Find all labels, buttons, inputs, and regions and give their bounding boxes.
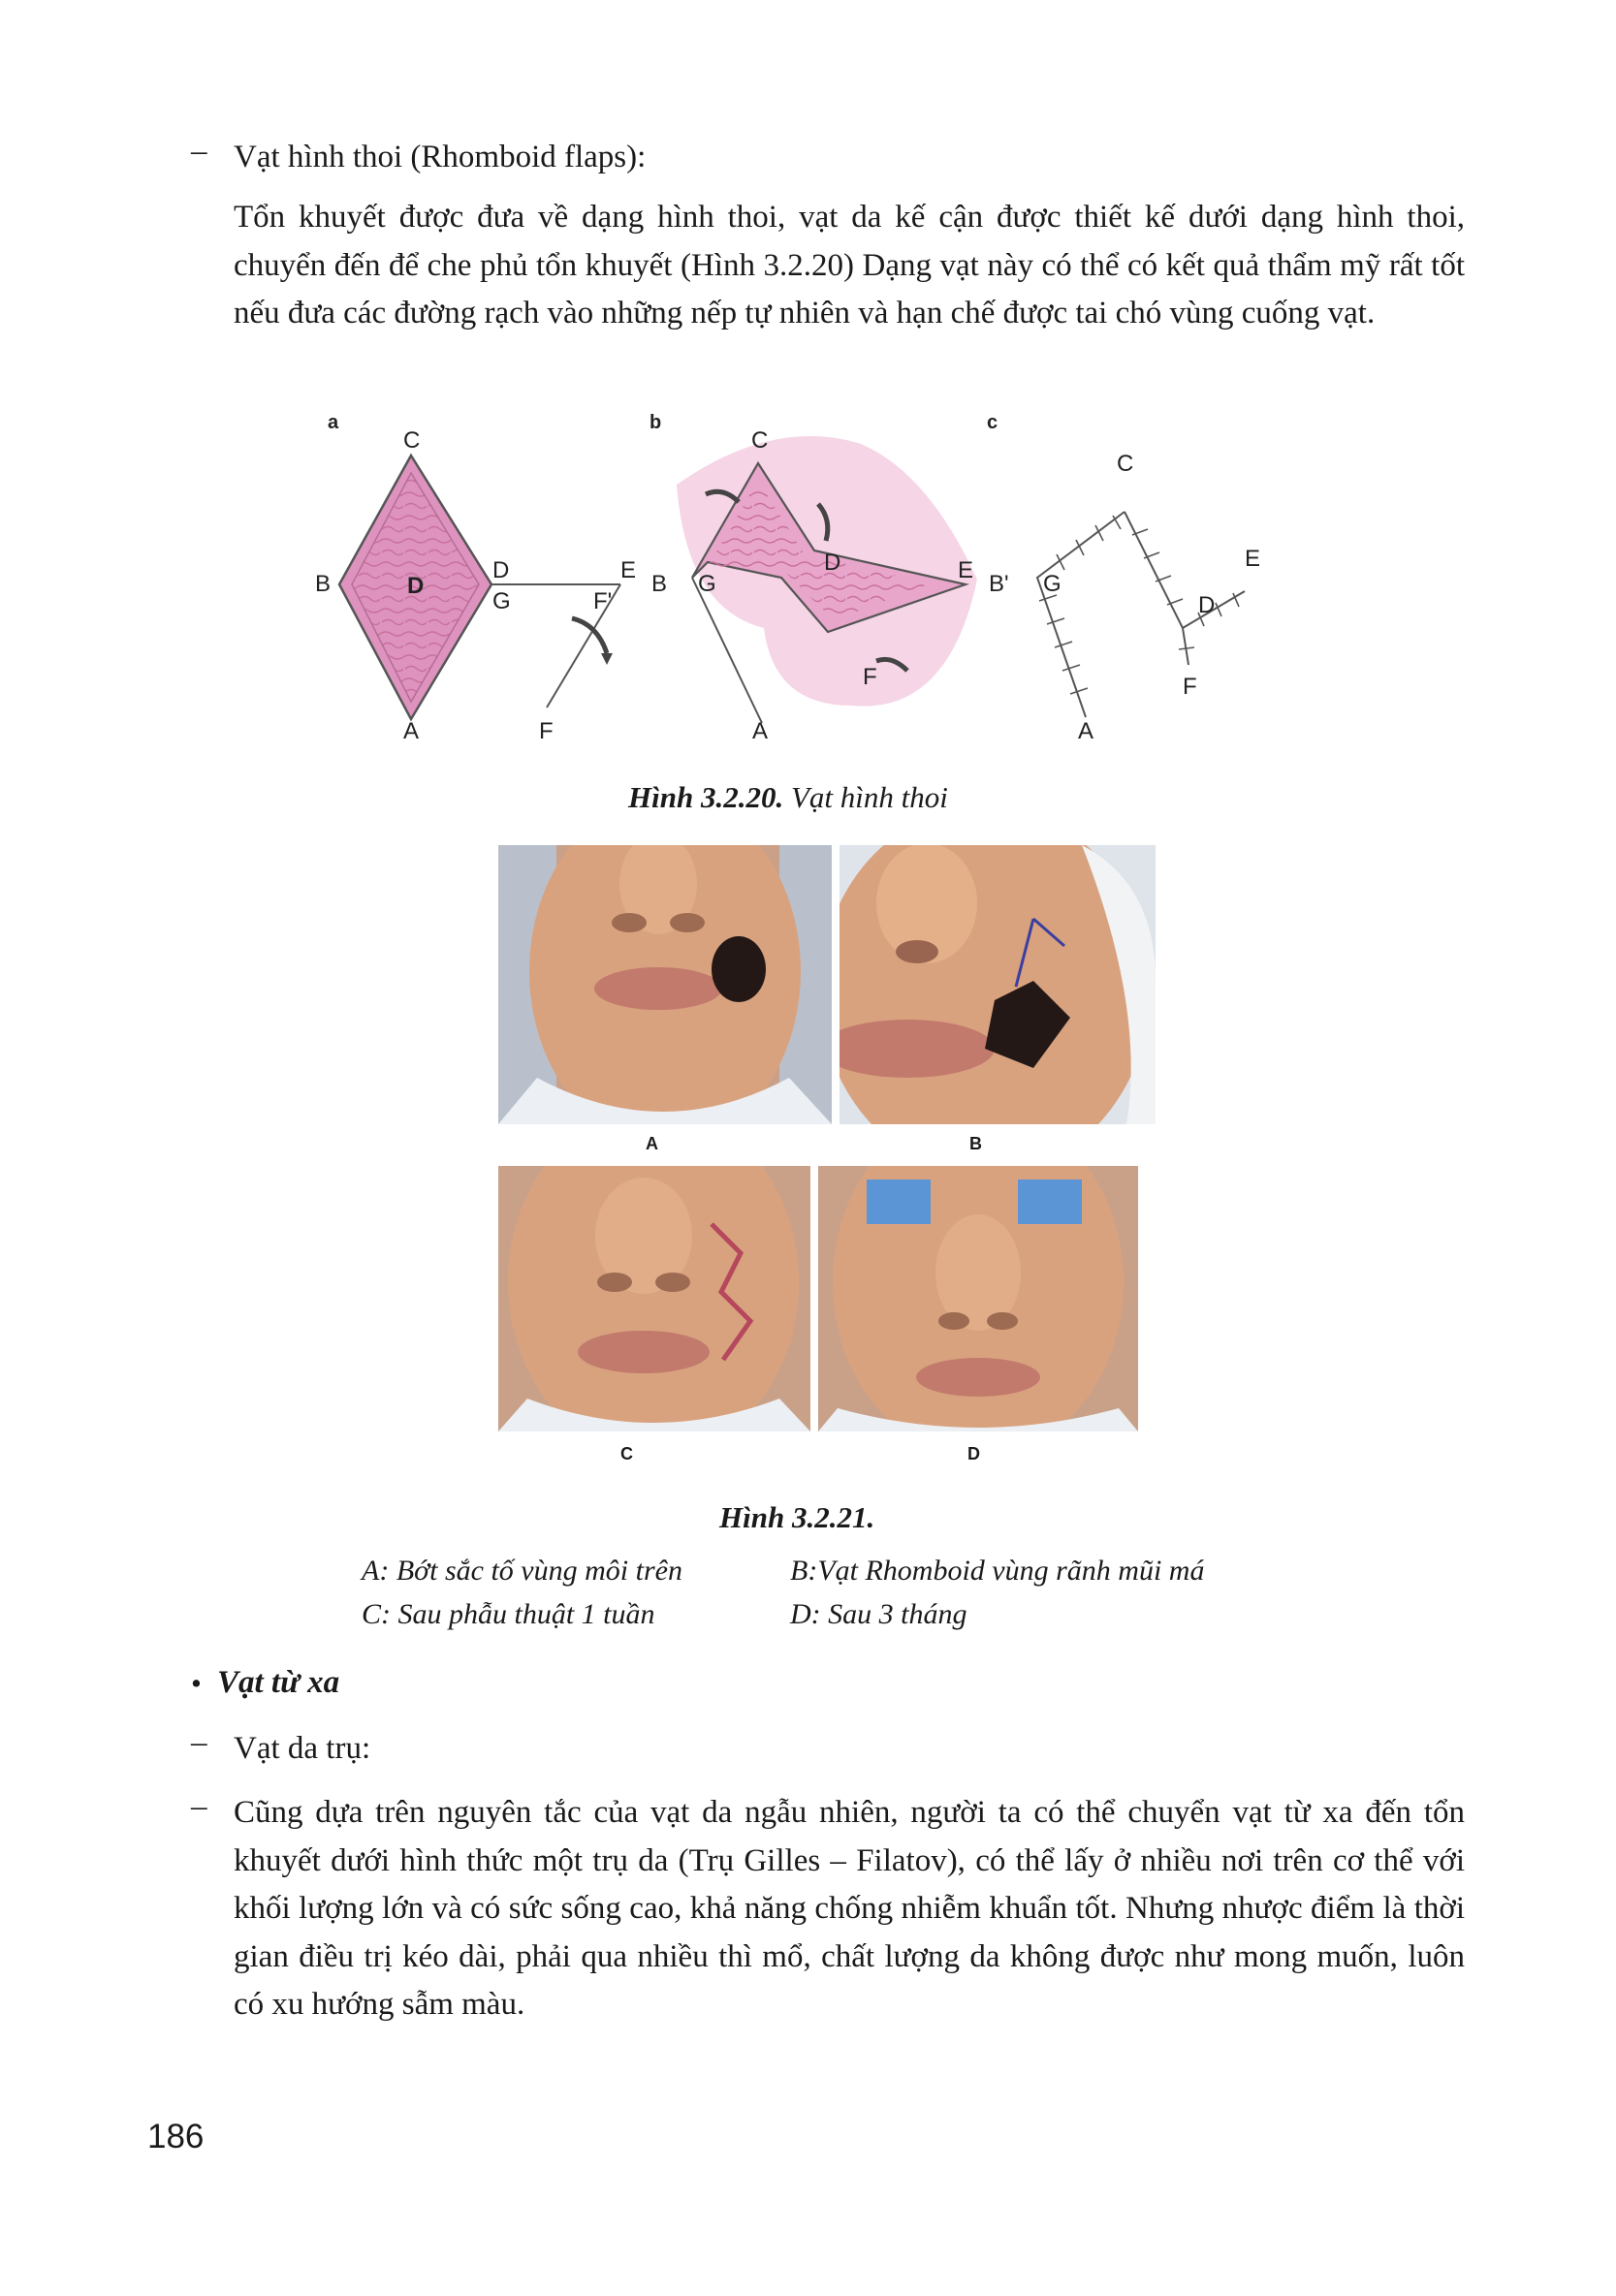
label-f-prime: F' [593,588,613,614]
label-d: D [492,557,510,583]
list-dash: – [191,1789,207,1824]
label-b: B [315,571,332,597]
label-e-b: E [958,557,974,583]
figure-caption-number: Hình 3.2.20. [628,780,784,814]
label-d-center: D [407,573,425,599]
tube-flap-paragraph: Cũng dựa trên nguyên tắc của vạt da ngẫu nhiên, người ta có thể chuyển vạt từ xa đến tổn khuyết dưới hình thức một trụ da (Trụ Gilles – Filatov), có thể lấy ở nhiều nơi trên cơ thể với khối lượng lớn và có sức sống cao, khả năng chống nhiễm khuẩn tốt. Nhưng nhược điểm là thời gian điều trị kéo dài, phải qua nhiều thì mổ, chất lượng da không được như mong muốn, luôn có xu hướng sẫm màu. [234,1795,1465,2022]
label-a-b: A [752,718,769,744]
list-dash: – [191,134,207,169]
photo-label-b: B [969,1134,982,1153]
rhomboid-flap-title: Vạt hình thoi (Rhomboid flaps): [234,140,647,174]
bullet: • [191,1666,202,1700]
label-g: G [492,588,511,614]
legend-d: D: Sau 3 tháng [790,1598,967,1630]
label-c: C [403,427,421,454]
label-f-c: F [1183,674,1197,700]
rhomboid-flap-diagram [310,407,1318,746]
label-c-b: C [751,427,769,454]
label-f: F [539,718,554,744]
label-e: E [620,557,637,583]
label-c-c: C [1117,451,1134,477]
photo-label-d: D [967,1444,980,1463]
photo-d [818,1166,1138,1431]
list-dash: – [191,1725,207,1760]
figure-caption-text: Vạt hình thoi [783,780,948,814]
panel-b-label: b [650,412,662,433]
rhomboid-flap-paragraph: Tổn khuyết được đưa về dạng hình thoi, vạt da kế cận được thiết kế dưới dạng hình thoi, chuyển đến để che phủ tổn khuyết (Hình 3.2.20) Dạng vạt này có thể có kết quả thẩm mỹ rất tốt nếu đưa các đường rạch vào những nếp tự nhiên và hạn chế được tai chó vùng cuống vạt. [234,200,1465,330]
panel-b-flap [677,436,977,723]
label-g-c: G [1043,571,1061,597]
eye-block-left [867,1179,931,1224]
label-b-b: B [651,571,668,597]
label-d-c: D [1198,592,1216,618]
panel-a-label: a [328,412,339,433]
panel-a-rhombus [339,456,620,719]
label-d-b: D [824,550,841,576]
label-a: A [403,718,420,744]
figure-3-2-21-caption: Hình 3.2.21. [719,1500,875,1534]
legend-c: C: Sau phẫu thuật 1 tuần [362,1598,655,1630]
label-g-b: G [698,571,716,597]
eye-block-right [1018,1179,1082,1224]
figure-3-2-20-caption [628,780,948,815]
photo-label-a: A [646,1134,658,1153]
label-f-b: F [863,664,877,690]
distant-flap-heading: Vạt từ xa [217,1665,340,1700]
label-b-prime: B' [989,571,1009,597]
photo-c [498,1166,810,1431]
photo-b [840,845,1156,1124]
label-a-c: A [1078,718,1094,744]
label-e-c: E [1245,546,1261,572]
tube-flap-label: Vạt da trụ: [234,1731,371,1766]
photo-a [498,845,832,1124]
panel-c-label: c [987,412,998,433]
legend-a: A: Bớt sắc tố vùng môi trên [362,1555,682,1587]
page-number: 186 [147,2118,205,2155]
photo-label-c: C [620,1444,633,1463]
legend-b: B:Vạt Rhomboid vùng rãnh mũi má [790,1555,1205,1587]
